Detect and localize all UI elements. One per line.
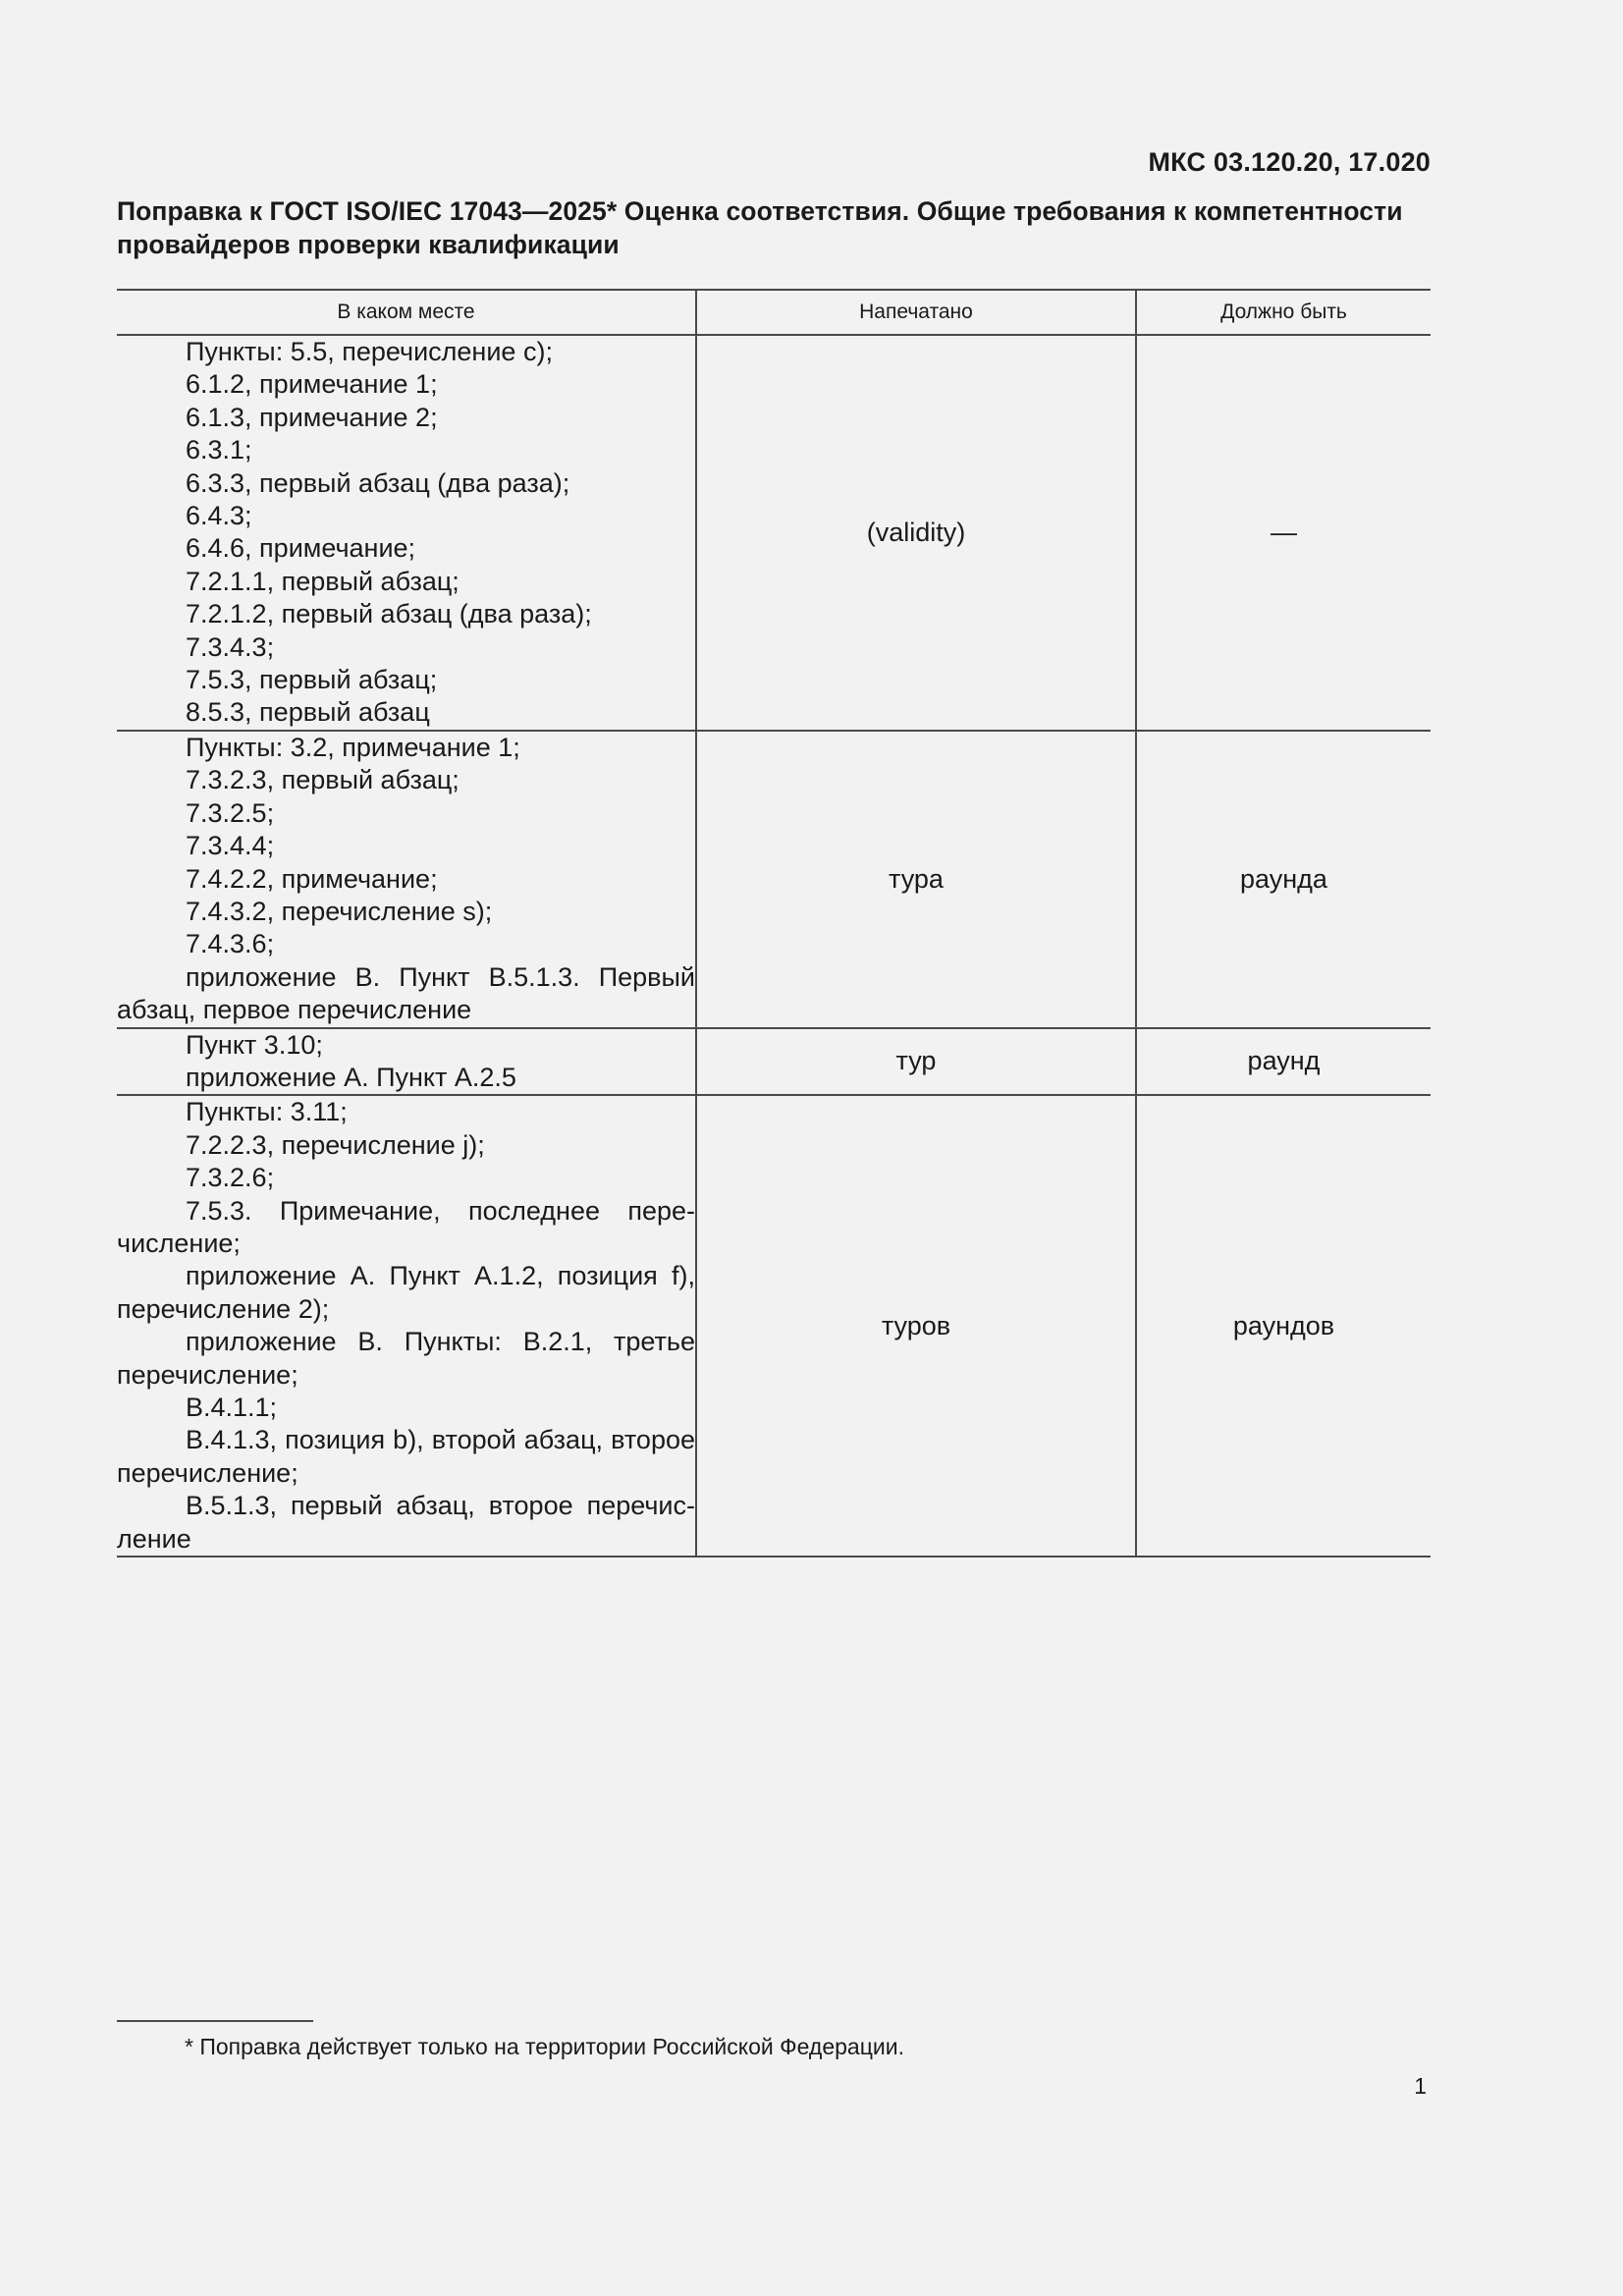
cell-where — [117, 1095, 696, 1557]
table-row — [117, 1095, 1431, 1557]
page-number: 1 — [1414, 2073, 1427, 2099]
where-line: В.4.1.1; — [186, 1393, 278, 1422]
amendment-table — [117, 289, 1431, 1558]
where-line: 6.4.6, примечание; — [186, 533, 416, 564]
cell-where — [117, 731, 696, 1028]
cell-should-be: раундов — [1136, 1095, 1431, 1557]
table-header-row — [117, 290, 1431, 335]
cell-printed: (validity) — [696, 335, 1136, 731]
where-line: Пункты: 5.5, перечисление с); — [186, 337, 553, 366]
where-line: 6.1.2, примечание 1; — [186, 369, 438, 400]
where-line: 7.3.2.5; — [186, 797, 275, 828]
column-header-should-be: Должно быть — [1136, 290, 1431, 335]
where-line: В.5.1.3, первый абзац, второе перечисление — [117, 1491, 695, 1554]
where-line: 7.5.3. Примечание, последнее перечисление; — [117, 1195, 695, 1258]
where-line: Пункты: 3.2, примечание 1; — [186, 732, 520, 762]
where-line: 7.2.1.2, первый абзац (два раза); — [186, 599, 592, 629]
cell-should-be: раунд — [1136, 1028, 1431, 1096]
table-row — [117, 1028, 1431, 1096]
mks-code: МКС 03.120.20, 17.020 — [1148, 147, 1431, 177]
where-line: 7.3.2.6; — [186, 1163, 275, 1193]
where-line: приложение В. Пункт В.5.1.3. Первый абзац, первое перечисление — [117, 961, 695, 1025]
where-line: 7.3.4.3; — [186, 631, 275, 662]
where-line: 7.4.2.2, примечание; — [186, 863, 438, 894]
where-line: 7.3.2.3, первый абзац; — [186, 765, 460, 795]
cell-printed: туров — [696, 1095, 1136, 1557]
cell-printed: тура — [696, 731, 1136, 1028]
table-row — [117, 335, 1431, 731]
footnote-divider — [117, 2020, 313, 2022]
where-line: 7.4.3.2, перечисление s); — [186, 896, 493, 926]
where-line: 6.3.3, первый абзац (два раза); — [186, 467, 570, 498]
where-line: 6.4.3; — [186, 501, 252, 531]
where-line: 6.1.3, примечание 2; — [186, 402, 438, 432]
where-line: 6.3.1; — [186, 435, 252, 465]
where-line: 7.4.3.6; — [186, 929, 275, 959]
where-line: 7.2.2.3, перечисление j); — [186, 1129, 485, 1160]
where-line: приложение А. Пункт А.1.2, позиция f), перечисление 2); — [117, 1261, 695, 1324]
where-line: Пункты: 3.11; — [186, 1097, 348, 1127]
where-line: 8.5.3, первый абзац — [186, 697, 430, 728]
where-line: 7.5.3, первый абзац; — [186, 665, 438, 695]
where-line: приложение В. Пункты: В.2.1, третье перечисление; — [117, 1327, 695, 1390]
document-title: Поправка к ГОСТ ISO/IEC 17043—2025* Оценка соответствия. Общие требования к компетентности провайдеров проверки квалификации — [117, 196, 1403, 259]
where-line: В.4.1.3, позиция b), второй абзац, второе перечисление; — [117, 1425, 695, 1488]
table-row — [117, 731, 1431, 1028]
where-line: приложение А. Пункт А.2.5 — [186, 1062, 516, 1092]
where-line: 7.2.1.1, первый абзац; — [186, 566, 460, 596]
cell-should-be: — — [1136, 335, 1431, 731]
cell-where — [117, 335, 696, 731]
cell-printed: тур — [696, 1028, 1136, 1096]
where-line: Пункт 3.10; — [186, 1029, 323, 1060]
where-line: 7.3.4.4; — [186, 831, 275, 861]
column-header-printed: Напечатано — [696, 290, 1136, 335]
footnote: * Поправка действует только на территории Российской Федерации. — [185, 2034, 904, 2059]
cell-should-be: раунда — [1136, 731, 1431, 1028]
column-header-where: В каком месте — [117, 290, 696, 335]
cell-where — [117, 1028, 696, 1096]
